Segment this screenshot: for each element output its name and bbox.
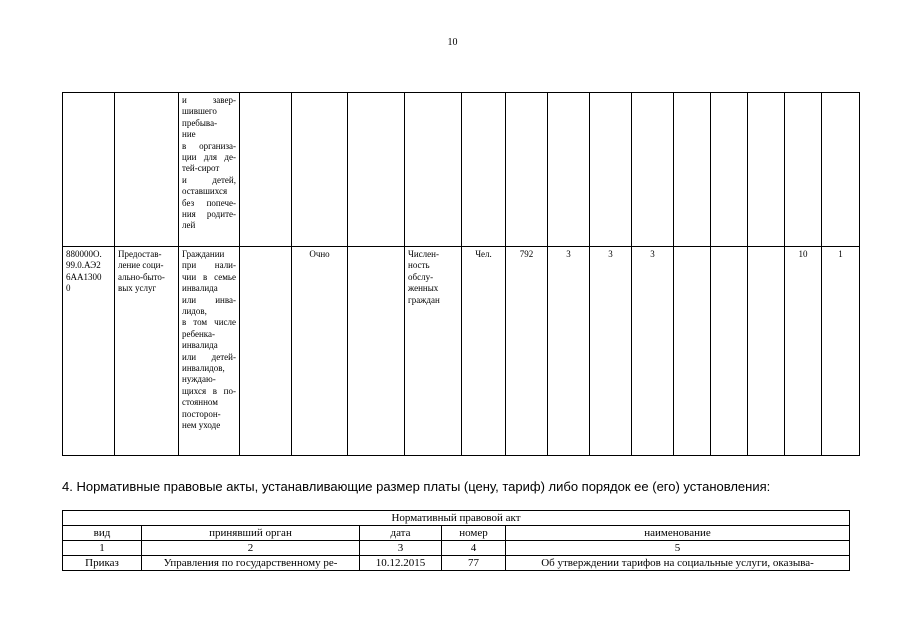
- cell-empty: [632, 93, 674, 247]
- cell-code: [63, 93, 115, 247]
- cell-service: [115, 93, 179, 247]
- cell-text-line: лидов,: [182, 306, 207, 317]
- header-issuing-body: принявший орган: [142, 526, 360, 541]
- cell-text-line: или инва-: [182, 294, 236, 305]
- cell-text-line: инвалида: [182, 283, 218, 294]
- cell-service-name: [115, 247, 179, 456]
- act-number: 77: [442, 556, 506, 571]
- cell-text-line: 99.0.АЭ2: [66, 260, 101, 271]
- cell-text-line: инвалидов,: [182, 363, 225, 374]
- cell-text-line: ность: [408, 260, 430, 271]
- cell-value-year-3: 3: [632, 247, 674, 456]
- column-number: 4: [442, 541, 506, 556]
- cell-empty: [711, 93, 748, 247]
- cell-value-year-1: 3: [548, 247, 590, 456]
- cell-empty: [348, 93, 405, 247]
- column-number: 5: [506, 541, 850, 556]
- cell-text-line: без попече-: [182, 197, 236, 208]
- cell-empty: [405, 93, 462, 247]
- cell-indicator-name: [405, 247, 462, 456]
- act-issuing-body: Управления по государственному ре-: [142, 556, 360, 571]
- normative-acts-table: [62, 510, 850, 571]
- cell-text-line: тей-сирот: [182, 163, 220, 174]
- cell-text-line: Числен-: [408, 249, 439, 259]
- cell-text-line: обслу-: [408, 271, 434, 282]
- cell-deviation-absolute: 1: [822, 247, 860, 456]
- cell-text-line: нем уходе: [182, 420, 221, 431]
- cell-okei-code: 792: [506, 247, 548, 456]
- cell-empty: [240, 93, 292, 247]
- cell-empty: [674, 93, 711, 247]
- cell-text-line: или детей-: [182, 351, 236, 362]
- service-row: [63, 247, 860, 456]
- act-date: 10.12.2015: [360, 556, 442, 571]
- cell-text-line: чии в семье: [182, 271, 236, 282]
- cell-text-line: Граждании: [182, 249, 225, 259]
- header-type: вид: [63, 526, 142, 541]
- cell-text-line: вых услуг: [118, 283, 157, 294]
- cell-text-line: в том числе: [182, 317, 236, 328]
- cell-empty: [785, 93, 822, 247]
- acts-group-header: Нормативный правовой акт: [63, 511, 850, 526]
- cell-text-line: ния родите-: [182, 209, 236, 220]
- act-title: Об утверждении тарифов на социальные услуги, оказыва-: [506, 556, 850, 571]
- header-number: номер: [442, 526, 506, 541]
- cell-text-line: 0: [66, 283, 71, 294]
- cell-text-line: Предостав-: [118, 249, 162, 259]
- cell-deviation-percent: 10: [785, 247, 822, 456]
- cell-empty: [462, 93, 506, 247]
- cell-text-line: при нали-: [182, 260, 236, 271]
- act-type: Приказ: [63, 556, 142, 571]
- acts-data-row: [63, 556, 850, 571]
- cell-text-line: посторон-: [182, 408, 221, 419]
- cell-text-line: и завер-: [182, 95, 236, 105]
- header-title: наименование: [506, 526, 850, 541]
- cell-text-line: ние: [182, 129, 196, 140]
- cell-text-line: 6АА1300: [66, 271, 102, 282]
- cell-text-line: ально-быто-: [118, 271, 165, 282]
- service-volume-table: [62, 92, 860, 456]
- cell-empty: [348, 247, 405, 456]
- acts-header-row: [63, 526, 850, 541]
- cell-text-line: щихся в по-: [182, 385, 236, 396]
- cell-text-line: оставшихся: [182, 186, 228, 197]
- cell-text-line: 880000О.: [66, 249, 102, 259]
- cell-empty: [674, 247, 711, 456]
- acts-numbering-row: [63, 541, 850, 556]
- cell-unit: Чел.: [462, 247, 506, 456]
- cell-recipient-category: [179, 247, 240, 456]
- continuation-row: [63, 93, 860, 247]
- cell-empty: [711, 247, 748, 456]
- section-4-title: 4. Нормативные правовые акты, устанавливающие размер платы (цену, тариф) либо порядок ее (его) установления:: [62, 479, 771, 494]
- cell-empty: [590, 93, 632, 247]
- cell-empty: [506, 93, 548, 247]
- column-number: 3: [360, 541, 442, 556]
- cell-category: [179, 93, 240, 247]
- cell-text-line: ление соци-: [118, 260, 164, 271]
- cell-text-line: лей: [182, 220, 196, 231]
- cell-text-line: граждан: [408, 294, 440, 305]
- cell-text-line: шившего: [182, 106, 217, 117]
- cell-text-line: в организа-: [182, 140, 236, 151]
- page-number: 10: [447, 37, 458, 48]
- acts-group-header-row: [63, 511, 850, 526]
- cell-registry-code: [63, 247, 115, 456]
- cell-service-form: Очно: [292, 247, 348, 456]
- cell-text-line: пребыва-: [182, 117, 218, 128]
- cell-empty: [292, 93, 348, 247]
- header-date: дата: [360, 526, 442, 541]
- column-number: 1: [63, 541, 142, 556]
- cell-empty: [548, 93, 590, 247]
- column-number: 2: [142, 541, 360, 556]
- cell-text-line: ции для де-: [182, 152, 236, 163]
- cell-text-line: женных: [408, 283, 439, 294]
- cell-empty: [240, 247, 292, 456]
- cell-empty: [822, 93, 860, 247]
- cell-empty: [748, 247, 785, 456]
- cell-text-line: инвалида: [182, 340, 218, 351]
- cell-text-line: стоянном: [182, 397, 218, 408]
- cell-empty: [748, 93, 785, 247]
- cell-text-line: ребенка-: [182, 328, 215, 339]
- cell-value-year-2: 3: [590, 247, 632, 456]
- cell-text-line: нуждаю-: [182, 374, 216, 385]
- cell-text-line: и детей,: [182, 174, 236, 185]
